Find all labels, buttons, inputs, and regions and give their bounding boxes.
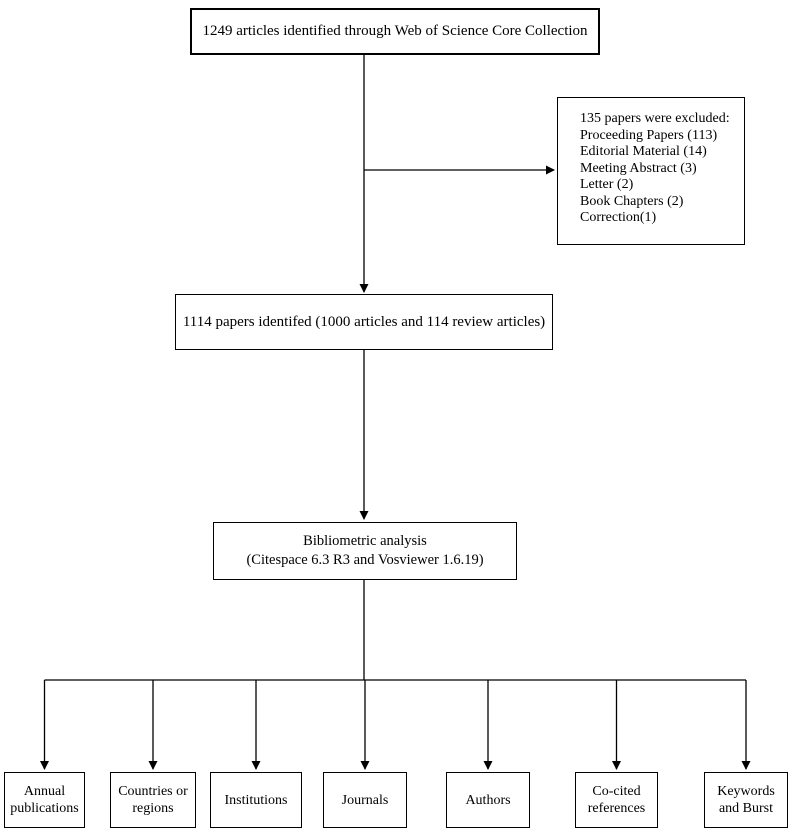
leaf-label: Annual publications xyxy=(10,784,79,816)
bibliometric-analysis-box xyxy=(213,522,517,580)
excluded-item: Book Chapters (2) xyxy=(580,193,684,209)
leaf-label: Journals xyxy=(341,792,389,808)
identified-articles-box xyxy=(190,8,600,55)
excluded-title: 135 papers were excluded: xyxy=(580,111,730,126)
leaf-box-annual-publications xyxy=(4,772,85,828)
leaf-box-authors xyxy=(446,772,530,828)
excluded-item: Proceeding Papers (113) xyxy=(580,127,718,143)
leaf-box-cocited-references xyxy=(575,772,658,828)
excluded-item: Letter (2) xyxy=(580,177,634,192)
included-papers-text: 1114 papers identifed (1000 articles and 114 review articles) xyxy=(182,313,546,330)
leaf-label: Countries or regions xyxy=(118,784,188,816)
leaf-box-journals xyxy=(323,772,407,828)
leaf-box-countries-or-regions xyxy=(110,772,196,828)
leaf-label: Co-cited references xyxy=(587,784,646,816)
excluded-item: Meeting Abstract (3) xyxy=(580,160,697,176)
identified-articles-text: 1249 articles identified through Web of Science Core Collection xyxy=(202,23,588,39)
excluded-item: Editorial Material (14) xyxy=(580,144,707,159)
leaf-box-keywords-and-burst xyxy=(704,772,788,828)
leaf-label: Institutions xyxy=(224,792,288,808)
leaf-label: Authors xyxy=(465,792,511,808)
analysis-line2: (Citespace 6.3 R3 and Vosviewer 1.6.19) xyxy=(246,552,484,568)
leaf-box-institutions xyxy=(210,772,302,828)
excluded-papers-box xyxy=(557,97,745,245)
excluded-item: Correction(1) xyxy=(580,210,657,225)
included-papers-box xyxy=(175,294,553,350)
leaf-label: Keywords and Burst xyxy=(717,784,775,816)
analysis-line1: Bibliometric analysis xyxy=(303,533,427,549)
